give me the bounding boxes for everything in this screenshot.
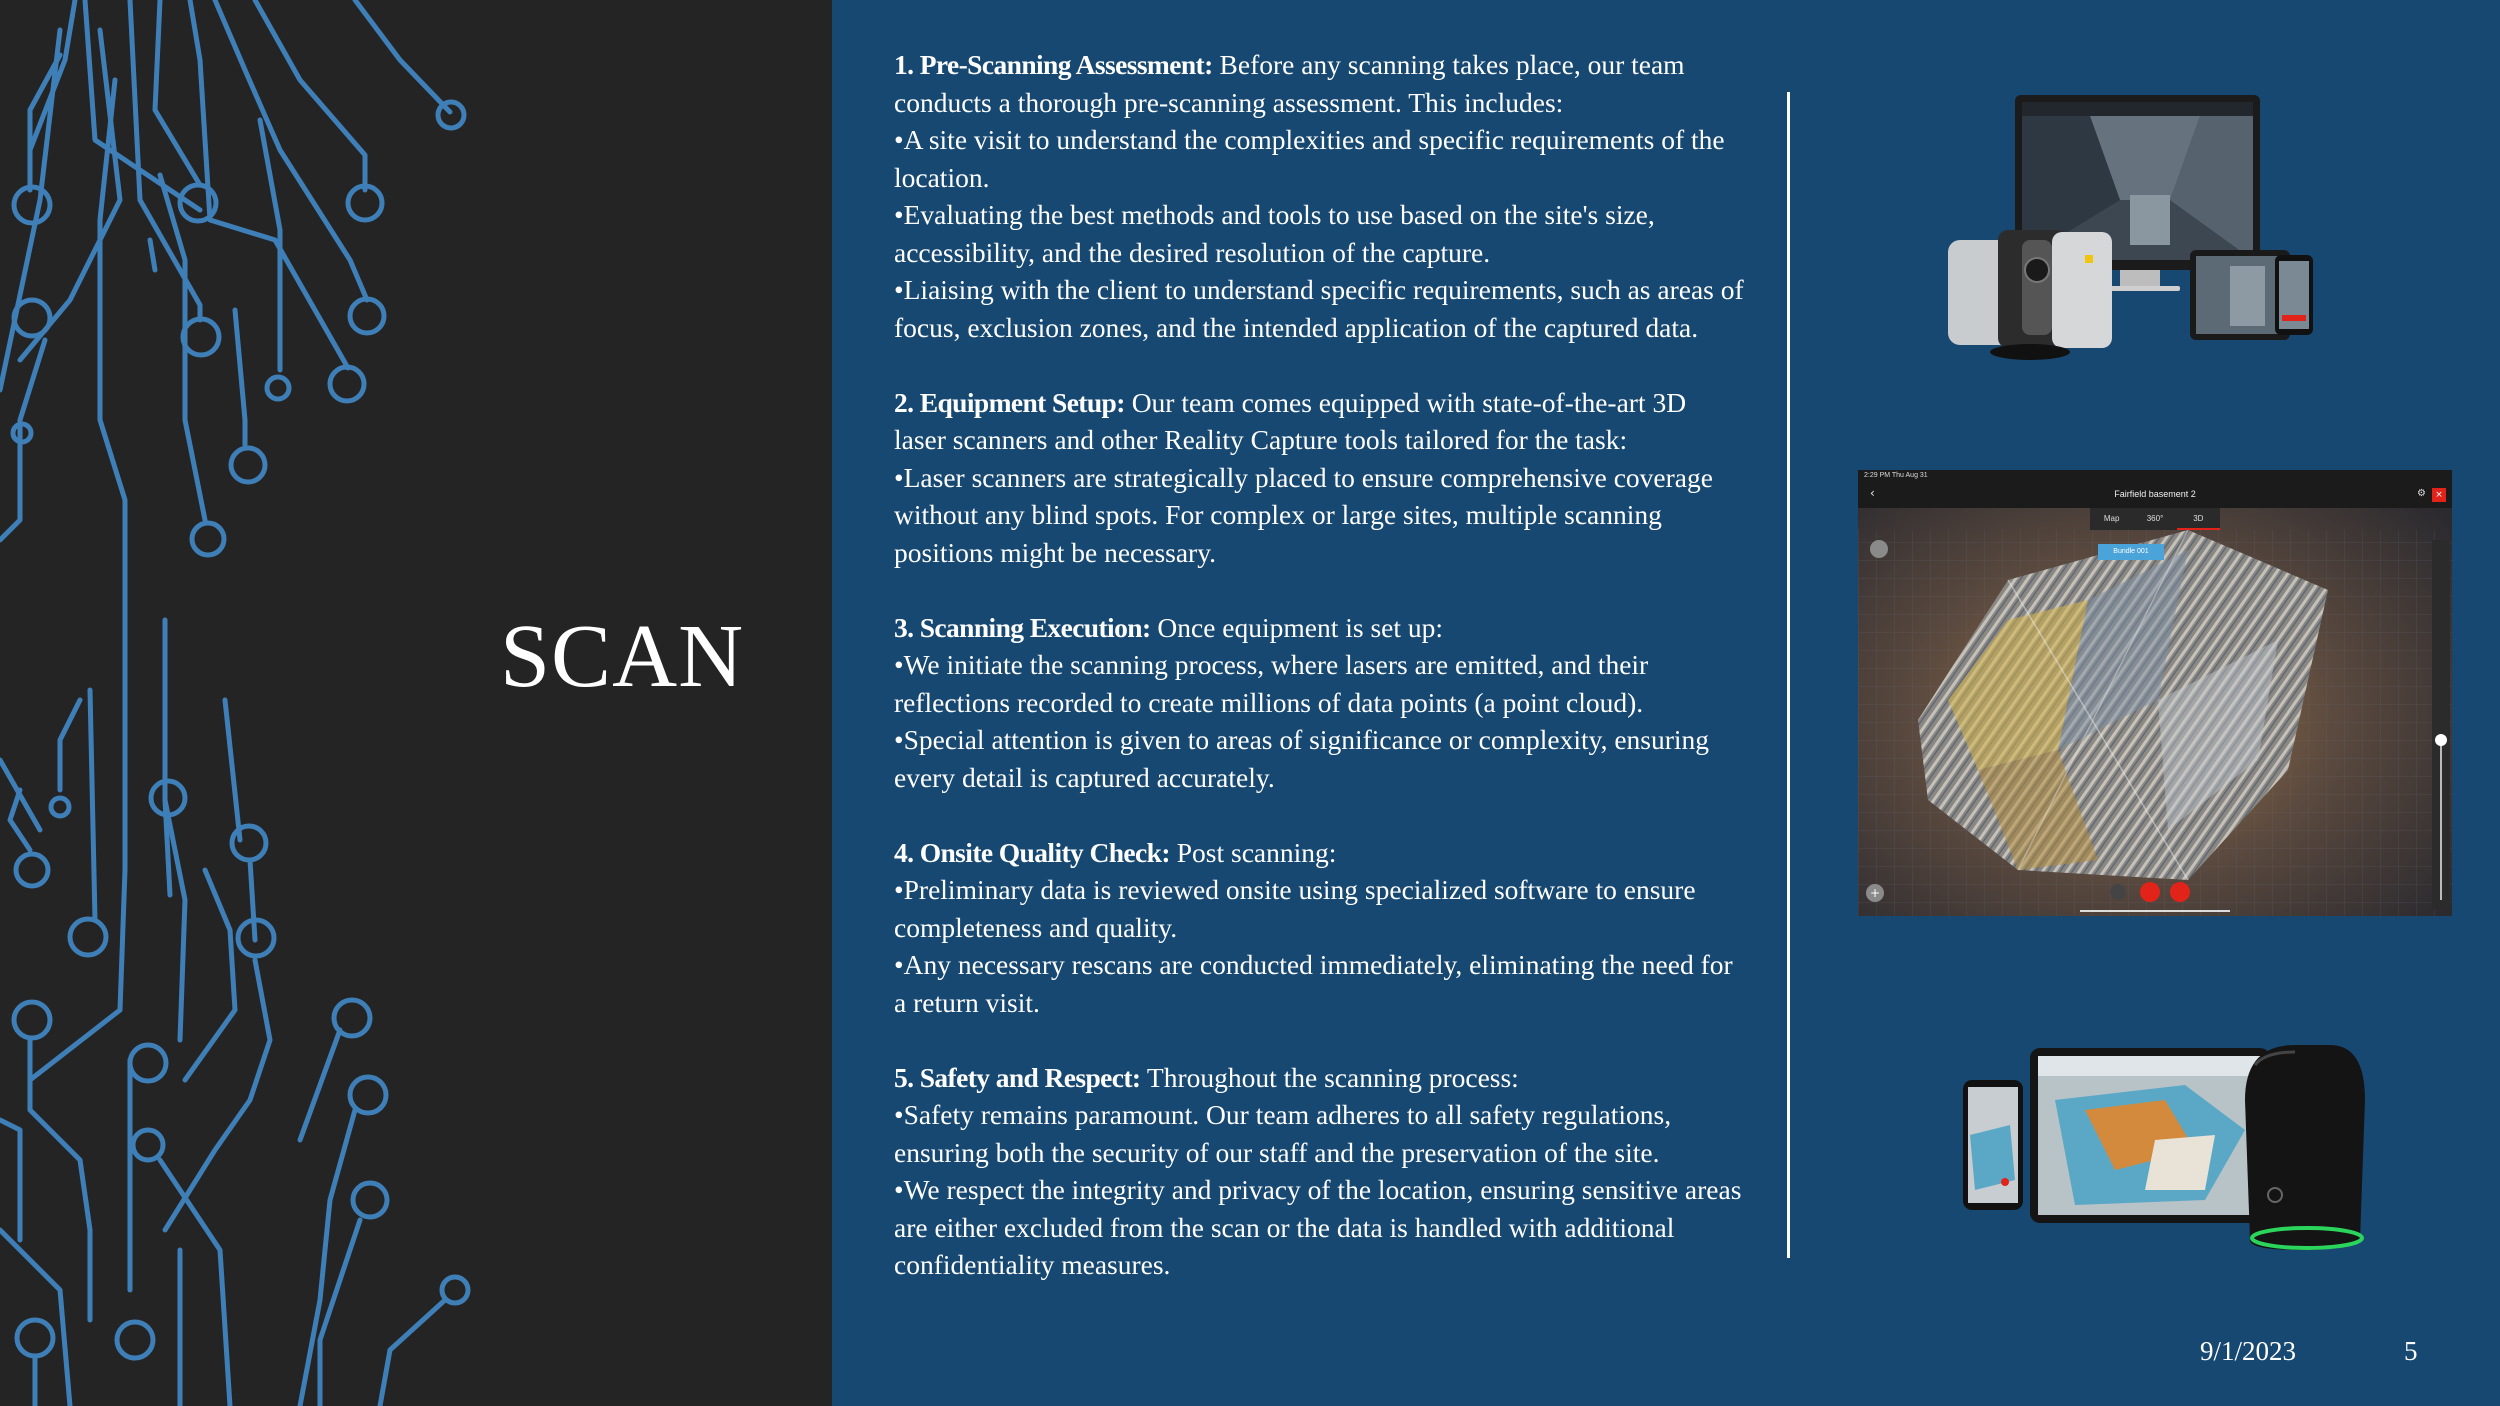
status-bar	[1858, 470, 2452, 482]
add-button[interactable]: +	[1866, 884, 1884, 902]
tab-360[interactable]: 360°	[2146, 514, 2164, 523]
bullet: •Preliminary data is reviewed onsite using specialized software to ensure completeness and quality.	[894, 874, 1696, 943]
section-intro: Throughout the scanning process:	[1146, 1061, 1519, 1093]
bullet: •Special attention is given to areas of significance or complexity, ensuring every detail is captured accurately.	[894, 724, 1710, 793]
handheld-scanner-image	[1955, 1040, 2375, 1270]
section-intro: Our team comes equipped with state-of-the-art 3D laser scanners and other Reality Capture tools tailored for the task:	[894, 386, 1687, 455]
section-intro: Once equipment is set up:	[1157, 611, 1444, 643]
tab-map[interactable]: Map	[2103, 514, 2120, 523]
status-time: 2:29 PM Thu Aug 31	[1864, 472, 1928, 479]
close-icon[interactable]: ×	[2432, 488, 2446, 502]
bullet: •We respect the integrity and privacy of the location, ensuring sensitive areas are either excluded from the scan or the data is handled with additional confidentiality measures.	[894, 1174, 1742, 1280]
locate-button[interactable]	[2110, 884, 2126, 900]
section-heading: 4. Onsite Quality Check:	[894, 836, 1170, 868]
section-intro: Before any scanning takes place, our team conducts a thorough pre-scanning assessment. This includes:	[894, 49, 1685, 118]
capture-button[interactable]	[2140, 882, 2160, 902]
project-name: Fairfield basement 2	[2114, 489, 2196, 499]
section-1	[894, 46, 1744, 121]
scanner-devices-image	[1940, 90, 2340, 390]
left-panel	[0, 0, 832, 1406]
section-heading: 1. Pre-Scanning Assessment:	[894, 49, 1213, 80]
body-text	[894, 46, 1744, 1284]
slide-title: SCAN	[500, 607, 745, 706]
app-header	[1858, 482, 2452, 508]
layers-button[interactable]	[1870, 540, 1888, 558]
bullet: •Liaising with the client to understand specific requirements, such as areas of focus, exclusion zones, and the intended application of the captured data.	[894, 274, 1744, 343]
slider-handle[interactable]	[2435, 734, 2447, 746]
section-heading: 3. Scanning Execution:	[894, 611, 1151, 643]
point-cloud-app-screenshot	[1858, 470, 2452, 916]
bullet: •We initiate the scanning process, where lasers are emitted, and their reflections recorded to create millions of data points (a point cloud).	[894, 649, 1649, 718]
bullet: •A site visit to understand the complexities and specific requirements of the location.	[894, 124, 1725, 193]
slider-track[interactable]	[2440, 740, 2442, 900]
bullet: •Safety remains paramount. Our team adheres to all safety regulations, ensuring both the security of our staff and the preservation of the site.	[894, 1099, 1672, 1168]
vertical-divider	[1787, 92, 1790, 1258]
settings-icon[interactable]: ⚙	[2417, 488, 2426, 499]
tab-3d[interactable]: 3D	[2177, 508, 2220, 530]
view-tabs	[2090, 508, 2220, 530]
bullet: •Laser scanners are strategically placed to ensure comprehensive coverage without any blind spots. For complex or large sites, multiple scanning positions might be necessary.	[894, 461, 1713, 568]
progress-line	[2080, 910, 2230, 912]
record-button[interactable]	[2170, 882, 2190, 902]
section-heading: 5. Safety and Respect:	[894, 1061, 1141, 1093]
section-5	[894, 1059, 1744, 1097]
bundle-label[interactable]: Bundle 001	[2098, 544, 2164, 560]
bullet: •Any necessary rescans are conducted immediately, eliminating the need for a return visit.	[894, 949, 1733, 1018]
back-chevron-icon[interactable]: ‹	[1870, 486, 1875, 500]
section-heading: 2. Equipment Setup:	[894, 386, 1125, 418]
section-3	[894, 609, 1744, 647]
section-4	[894, 834, 1744, 872]
footer-page-number: 5	[2404, 1336, 2418, 1366]
section-2	[894, 384, 1744, 459]
section-intro: Post scanning:	[1176, 836, 1337, 868]
right-toolbar	[2432, 540, 2450, 910]
footer-date: 9/1/2023	[2200, 1336, 2297, 1366]
bullet: •Evaluating the best methods and tools to use based on the site's size, accessibility, and the desired resolution of the capture.	[894, 199, 1655, 268]
